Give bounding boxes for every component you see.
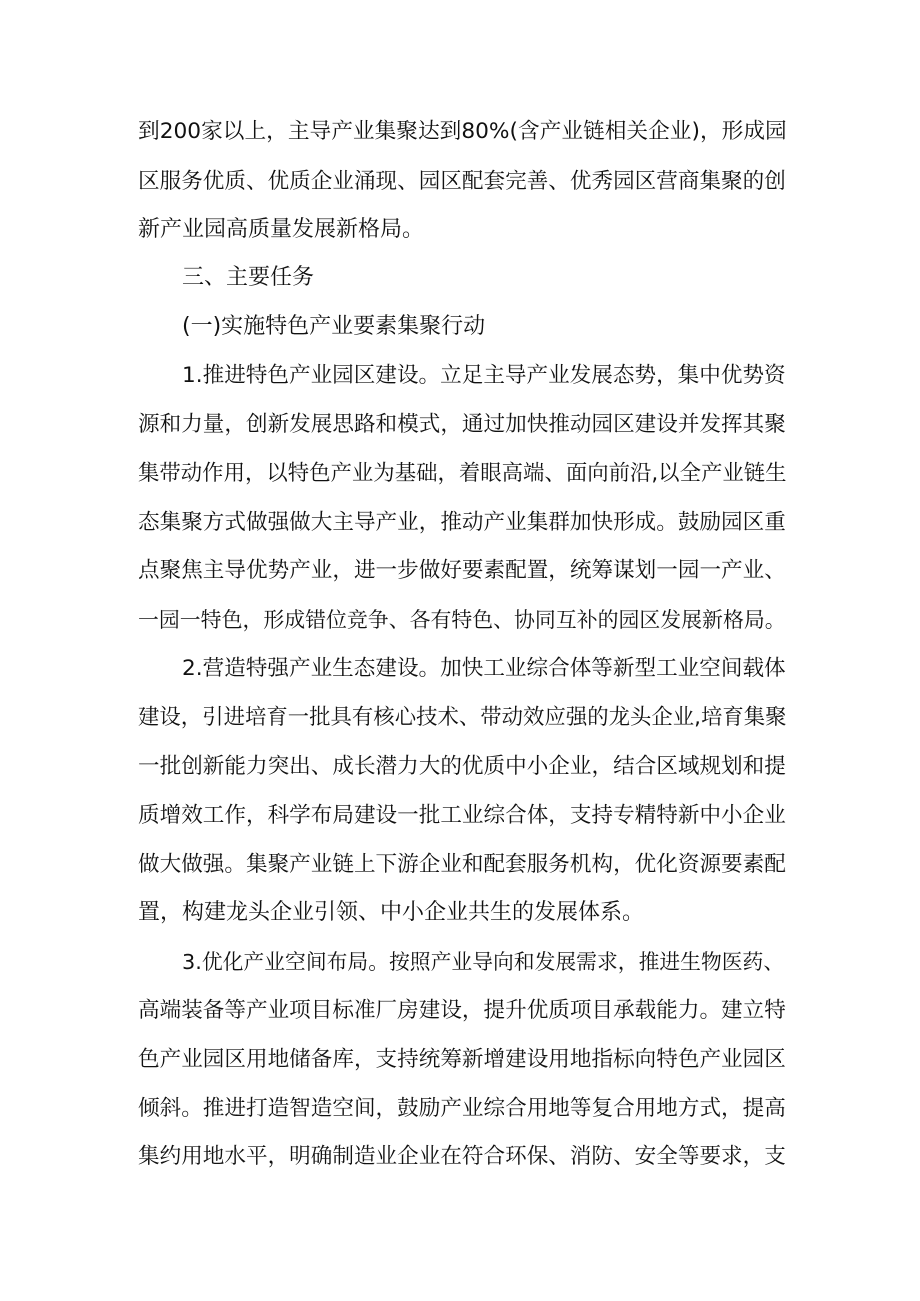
- text-line: 色产业园区用地储备库，支持统筹新增建设用地指标向特色产业园区: [138, 1047, 786, 1072]
- text-line: 2.营造特强产业生态建设。加快工业综合体等新型工业空间载体: [182, 656, 786, 681]
- text-line: 一批创新能力突出、成长潜力大的优质中小企业，结合区域规划和提: [138, 754, 786, 779]
- text-line: 集带动作用，以特色产业为基础，着眼高端、面向前沿,以全产业链生: [138, 461, 787, 486]
- text-line: 态集聚方式做强做大主导产业，推动产业集群加快形成。鼓励园区重: [138, 510, 786, 535]
- text-line: 区服务优质、优质企业涌现、园区配套完善、优秀园区营商集聚的创: [138, 169, 786, 194]
- text-line: 置，构建龙头企业引领、中小企业共生的发展体系。: [138, 900, 645, 925]
- text-line: 到200家以上，主导产业集聚达到80%(含产业链相关企业)，形成园: [138, 119, 787, 144]
- text-line: 倾斜。推进打造智造空间，鼓励产业综合用地等复合用地方式，提高: [138, 1096, 786, 1121]
- text-line: 做大做强。集聚产业链上下游企业和配套服务机构，优化资源要素配: [138, 852, 786, 877]
- text-line: 源和力量，创新发展思路和模式，通过加快推动园区建设并发挥其聚: [138, 412, 786, 437]
- text-line: 集约用地水平，明确制造业企业在符合环保、消防、安全等要求，支: [138, 1144, 786, 1169]
- text-line: 一园一特色，形成错位竞争、各有特色、协同互补的园区发展新格局。: [138, 608, 786, 632]
- subsection-heading: (一)实施特色产业要素集聚行动: [182, 314, 486, 339]
- text-line: 点聚焦主导优势产业，进一步做好要素配置，统筹谋划一园一产业、: [138, 558, 786, 583]
- text-line: 建设，引进培育一批具有核心技术、带动效应强的龙头企业,培育集聚: [138, 705, 787, 730]
- text-line: 高端装备等产业项目标准厂房建设，提升优质项目承载能力。建立特: [138, 998, 786, 1023]
- text-line: 新产业园高质量发展新格局。: [138, 217, 425, 242]
- text-line: 质增效工作，科学布局建设一批工业综合体，支持专精特新中小企业: [138, 803, 786, 828]
- text-line: 3.优化产业空间布局。按照产业导向和发展需求，推进生物医药、: [182, 950, 785, 974]
- section-heading: 三、主要任务: [182, 265, 315, 290]
- text-line: 1.推进特色产业园区建设。立足主导产业发展态势，集中优势资: [182, 363, 786, 388]
